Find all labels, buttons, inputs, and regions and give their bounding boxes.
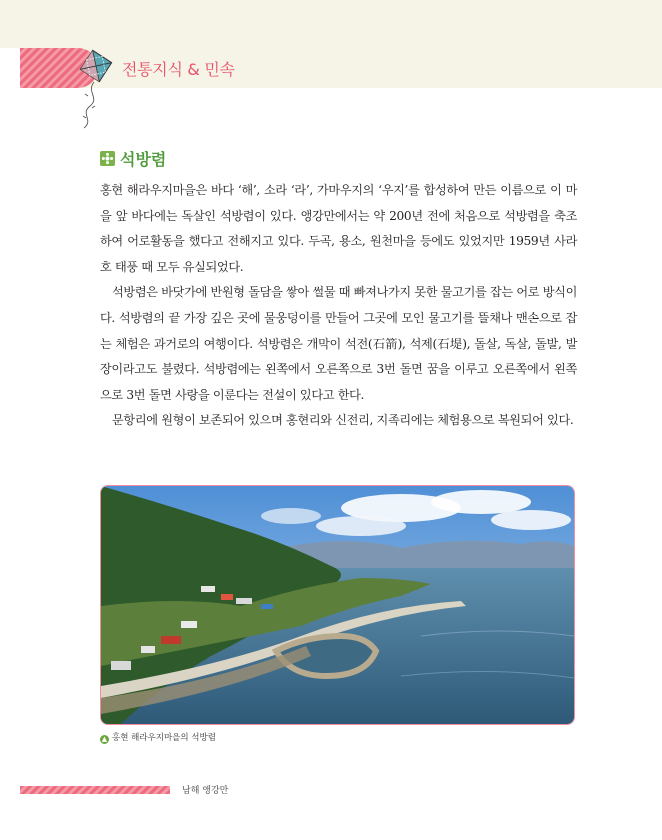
figure-caption bbox=[100, 731, 216, 744]
kite-icon bbox=[66, 44, 126, 134]
footer-pattern-bar bbox=[20, 786, 170, 794]
header-title: 전통지식 & 민속 bbox=[122, 60, 235, 79]
body-text bbox=[100, 178, 577, 434]
arrow-up-circle-icon: ▲ bbox=[101, 735, 108, 743]
aerial-photo bbox=[100, 485, 575, 725]
caption-text: 홍현 해라우지마을의 석방렴 bbox=[112, 733, 216, 743]
top-band bbox=[0, 0, 662, 48]
section-title: 석방렴 bbox=[120, 150, 167, 169]
paragraph: 홍현 해라우지마을은 바다 ‘해’, 소라 ‘라’, 가마우지의 ‘우지’를 합성하여 만든 이름으로 이 마을 앞 바다에는 독살인 석방렴이 있다. 앵강만에서는 약 200년 전에 처음으로 석방렴을 축조하여 어로활동을 했다고 전해지고 있다. 두곡, 용소, 원천마을 등에도 있었지만 1959년 사라호 태풍 때 모두 유실되었다. bbox=[100, 183, 577, 274]
paragraph: 석방렴은 바닷가에 반원형 돌담을 쌓아 썰물 때 빠져나가지 못한 물고기를 잡는 어로 방식이다. 석방렴의 끝 가장 깊은 곳에 물웅덩이를 만들어 그곳에 모인 물고기를 뜰채나 맨손으로 잡는 체험은 과거로의 여행이다. 석방렴은 개막이 석전(石箭), 석제(石堤), 돌살, 독살, 돌발, 발장이라고도 불렸다. 석방렴에는 왼쪽에서 오른쪽으로 3번 돌면 꿈을 이루고 오른쪽에서 왼쪽으로 3번 돌면 사랑을 이룬다는 전설이 있다고 한다. bbox=[100, 285, 577, 402]
paragraph: 문항리에 원형이 보존되어 있으며 홍현리와 신전리, 지족리에는 체험용으로 복원되어 있다. bbox=[112, 413, 574, 428]
footer-text: 남해 앵강만 bbox=[182, 786, 229, 796]
flower-icon bbox=[100, 151, 115, 166]
